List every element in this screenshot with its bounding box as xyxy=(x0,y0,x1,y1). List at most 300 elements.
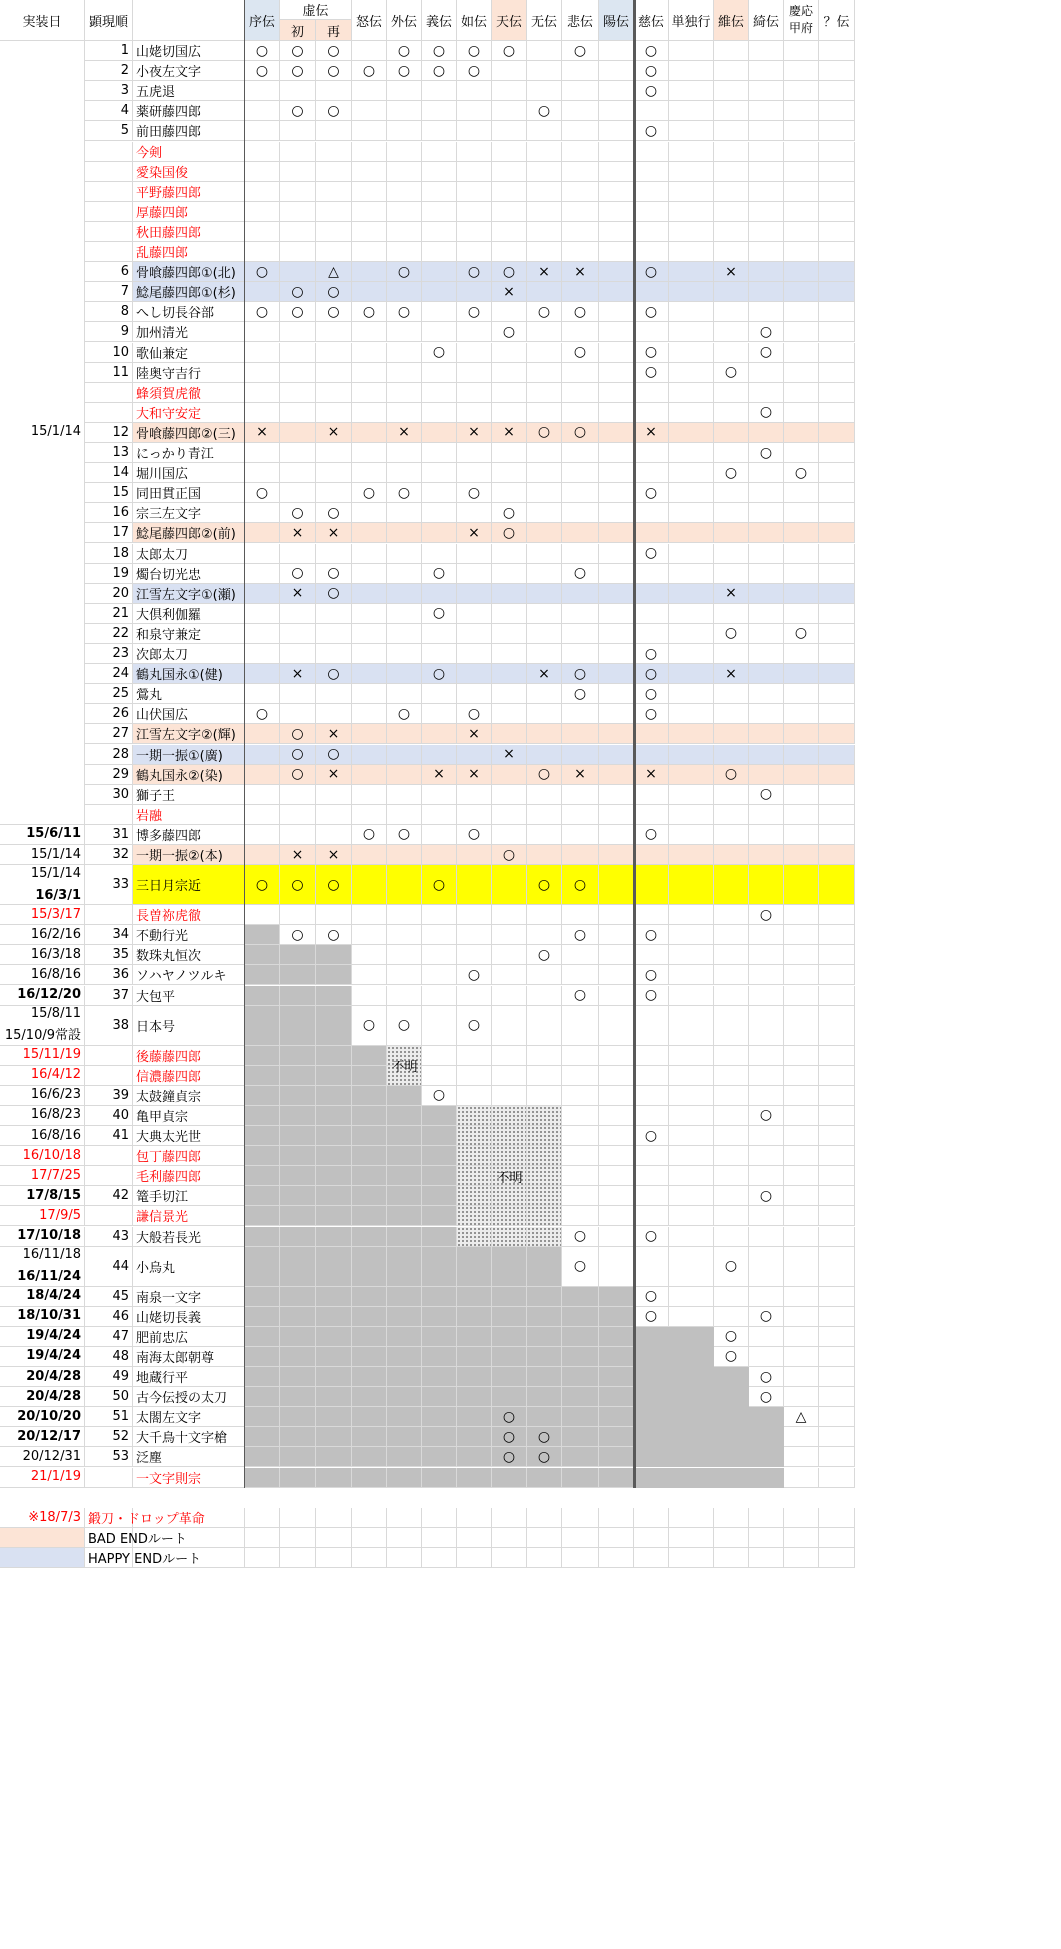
mark-cell: ○ xyxy=(457,262,492,282)
mark-cell xyxy=(784,765,819,785)
mark-cell xyxy=(749,664,784,684)
mark-cell xyxy=(352,1066,387,1086)
mark-cell xyxy=(352,905,387,925)
mark-cell xyxy=(527,61,562,81)
name-cell: 厚藤四郎 xyxy=(133,202,245,222)
mark-cell: ○ xyxy=(316,41,352,61)
mark-cell xyxy=(492,965,527,985)
mark-cell xyxy=(492,604,527,624)
legend-grid xyxy=(280,1528,316,1548)
mark-cell xyxy=(352,1086,387,1106)
mark-cell xyxy=(599,1046,634,1066)
mark-cell xyxy=(562,745,599,765)
name-cell: 堀川国広 xyxy=(133,463,245,483)
mark-cell xyxy=(819,262,855,282)
name-cell: 山姥切国広 xyxy=(133,41,245,61)
name-cell: 泛塵 xyxy=(133,1447,245,1467)
mark-cell xyxy=(714,1206,749,1226)
mark-cell xyxy=(819,282,855,302)
mark-cell xyxy=(492,986,527,1006)
mark-cell xyxy=(599,925,634,945)
mark-cell xyxy=(599,1468,634,1488)
mark-cell: ○ xyxy=(634,644,669,664)
mark-cell xyxy=(280,383,316,403)
name-cell: 岩融 xyxy=(133,805,245,825)
mark-cell xyxy=(669,1126,714,1146)
mark-cell xyxy=(714,121,749,141)
mark-cell xyxy=(714,343,749,363)
mark-cell xyxy=(280,1206,316,1226)
mark-cell xyxy=(562,1086,599,1106)
mark-cell xyxy=(714,564,749,584)
mark-cell xyxy=(352,162,387,182)
name-cell: 宗三左文字 xyxy=(133,503,245,523)
mark-cell xyxy=(387,724,422,744)
mark-cell xyxy=(422,1247,457,1287)
mark-cell xyxy=(714,322,749,342)
date-cell xyxy=(0,1146,85,1166)
mark-cell xyxy=(714,61,749,81)
legend-key xyxy=(0,1548,85,1568)
mark-cell xyxy=(245,945,280,965)
mark-cell xyxy=(527,965,562,985)
mark-cell xyxy=(599,825,634,845)
mark-cell xyxy=(492,1347,527,1367)
mark-cell xyxy=(714,805,749,825)
mark-cell xyxy=(316,1247,352,1287)
mark-cell xyxy=(316,242,352,262)
mark-cell xyxy=(714,81,749,101)
mark-cell xyxy=(422,363,457,383)
mark-cell xyxy=(316,202,352,222)
mark-cell xyxy=(784,1126,819,1146)
legend-grid xyxy=(669,1528,714,1548)
mark-cell xyxy=(784,1146,819,1166)
mark-cell xyxy=(784,1367,819,1387)
mark-cell xyxy=(562,162,599,182)
mark-cell xyxy=(714,142,749,162)
date-text: 16/8/23 xyxy=(30,1107,81,1123)
order-number: 10 xyxy=(85,343,133,363)
mark-cell xyxy=(245,1086,280,1106)
header-col-12: 慈伝 xyxy=(634,0,669,41)
mark-cell xyxy=(316,162,352,182)
mark-cell xyxy=(819,1447,855,1467)
mark-cell xyxy=(422,1146,457,1166)
mark-cell: ○ xyxy=(634,41,669,61)
mark-cell: ○ xyxy=(562,664,599,684)
mark-cell xyxy=(387,282,422,302)
mark-cell xyxy=(784,965,819,985)
mark-cell xyxy=(634,745,669,765)
mark-cell xyxy=(749,986,784,1006)
mark-cell xyxy=(352,41,387,61)
mark-cell xyxy=(492,1006,527,1046)
date-text: 15/10/9常設 xyxy=(4,1028,81,1044)
mark-cell xyxy=(492,624,527,644)
mark-cell xyxy=(562,363,599,383)
mark-cell xyxy=(422,825,457,845)
order-number xyxy=(85,1046,133,1066)
mark-cell xyxy=(749,1126,784,1146)
mark-cell xyxy=(819,745,855,765)
mark-cell: ○ xyxy=(422,41,457,61)
mark-cell xyxy=(422,704,457,724)
mark-cell: ○ xyxy=(634,1227,669,1247)
mark-cell xyxy=(280,142,316,162)
mark-cell xyxy=(599,1327,634,1347)
mark-cell xyxy=(280,1186,316,1206)
mark-cell: ○ xyxy=(527,101,562,121)
mark-cell xyxy=(316,1046,352,1066)
mark-cell xyxy=(749,1046,784,1066)
mark-cell xyxy=(387,765,422,785)
mark-cell xyxy=(562,805,599,825)
mark-cell: ○ xyxy=(714,1347,749,1367)
mark-cell xyxy=(669,905,714,925)
mark-cell xyxy=(562,1146,599,1166)
mark-cell xyxy=(280,222,316,242)
mark-cell xyxy=(749,1227,784,1247)
mark-cell xyxy=(492,1046,527,1066)
mark-cell xyxy=(714,1186,749,1206)
mark-cell xyxy=(492,785,527,805)
mark-cell xyxy=(457,162,492,182)
mark-cell xyxy=(387,523,422,543)
legend-grid xyxy=(784,1528,819,1548)
mark-cell: ○ xyxy=(714,1327,749,1347)
mark-cell: ○ xyxy=(457,483,492,503)
mark-cell xyxy=(669,1166,714,1186)
order-number: 16 xyxy=(85,503,133,523)
mark-cell xyxy=(714,1287,749,1307)
mark-cell xyxy=(245,745,280,765)
order-number xyxy=(85,905,133,925)
mark-cell xyxy=(316,343,352,363)
mark-cell xyxy=(784,162,819,182)
mark-cell xyxy=(562,965,599,985)
mark-cell xyxy=(245,1227,280,1247)
mark-cell xyxy=(245,322,280,342)
mark-cell: ○ xyxy=(634,986,669,1006)
mark-cell xyxy=(562,1166,599,1186)
mark-cell xyxy=(245,1407,280,1427)
name-cell: 一期一振②(本) xyxy=(133,845,245,865)
mark-cell: ○ xyxy=(634,343,669,363)
date-cell xyxy=(0,1166,85,1186)
mark-cell xyxy=(280,1387,316,1407)
mark-cell xyxy=(562,1206,599,1226)
mark-cell: ○ xyxy=(634,121,669,141)
mark-cell xyxy=(457,121,492,141)
mark-cell xyxy=(784,825,819,845)
mark-cell xyxy=(634,182,669,202)
mark-cell: × xyxy=(316,523,352,543)
mark-cell: ○ xyxy=(280,101,316,121)
mark-cell xyxy=(280,343,316,363)
mark-cell xyxy=(634,1186,669,1206)
mark-cell xyxy=(245,805,280,825)
header-col-11: 陽伝 xyxy=(599,0,634,41)
mark-cell xyxy=(669,242,714,262)
mark-cell xyxy=(457,564,492,584)
mark-cell xyxy=(527,443,562,463)
order-number xyxy=(85,182,133,202)
mark-cell xyxy=(280,1006,316,1046)
mark-cell xyxy=(669,604,714,624)
mark-cell xyxy=(819,1347,855,1367)
mark-cell xyxy=(492,1086,527,1106)
date-text: 18/4/24 xyxy=(26,1288,81,1304)
mark-cell xyxy=(422,1066,457,1086)
mark-cell xyxy=(634,162,669,182)
mark-cell: ○ xyxy=(422,343,457,363)
order-number: 17 xyxy=(85,523,133,543)
mark-cell xyxy=(599,1387,634,1407)
mark-cell xyxy=(280,121,316,141)
mark-cell: ○ xyxy=(749,1106,784,1126)
mark-cell xyxy=(714,1307,749,1327)
mark-cell xyxy=(245,1206,280,1226)
mark-cell xyxy=(527,925,562,945)
mark-cell xyxy=(599,724,634,744)
mark-cell xyxy=(714,1227,749,1247)
mark-cell xyxy=(492,584,527,604)
mark-cell xyxy=(714,523,749,543)
mark-cell: × xyxy=(634,765,669,785)
mark-cell xyxy=(527,222,562,242)
mark-cell xyxy=(714,925,749,945)
mark-cell xyxy=(352,564,387,584)
mark-cell xyxy=(245,1347,280,1367)
mark-cell xyxy=(422,523,457,543)
mark-cell xyxy=(669,81,714,101)
mark-cell: ○ xyxy=(352,483,387,503)
mark-cell: ○ xyxy=(492,1447,527,1467)
name-cell: 秋田藤四郎 xyxy=(133,222,245,242)
mark-cell xyxy=(749,523,784,543)
mark-cell xyxy=(492,544,527,564)
mark-cell xyxy=(387,1367,422,1387)
mark-cell: ○ xyxy=(492,1407,527,1427)
mark-cell xyxy=(562,1126,599,1146)
mark-cell xyxy=(352,101,387,121)
legend-grid xyxy=(714,1528,749,1548)
mark-cell xyxy=(422,121,457,141)
mark-cell xyxy=(457,865,492,905)
mark-cell xyxy=(714,544,749,564)
mark-cell xyxy=(280,704,316,724)
mark-cell xyxy=(562,1447,599,1467)
order-number: 38 xyxy=(85,1006,133,1046)
mark-cell xyxy=(749,1006,784,1046)
mark-cell xyxy=(599,242,634,262)
mark-cell xyxy=(352,604,387,624)
mark-cell xyxy=(280,1106,316,1126)
mark-cell xyxy=(527,724,562,744)
header-col-14: 維伝 xyxy=(714,0,749,41)
mark-cell xyxy=(562,945,599,965)
mark-cell xyxy=(527,463,562,483)
mark-cell xyxy=(599,121,634,141)
mark-cell xyxy=(422,222,457,242)
mark-cell xyxy=(492,1307,527,1327)
mark-cell xyxy=(714,162,749,182)
mark-cell xyxy=(280,322,316,342)
mark-cell xyxy=(819,1046,855,1066)
mark-cell xyxy=(280,242,316,262)
order-number: 45 xyxy=(85,1287,133,1307)
mark-cell xyxy=(245,604,280,624)
mark-cell xyxy=(669,785,714,805)
order-number: 7 xyxy=(85,282,133,302)
mark-cell xyxy=(749,1287,784,1307)
mark-cell xyxy=(669,262,714,282)
mark-cell xyxy=(562,905,599,925)
mark-cell xyxy=(714,383,749,403)
mark-cell xyxy=(387,604,422,624)
mark-cell xyxy=(527,121,562,141)
mark-cell xyxy=(387,1307,422,1327)
mark-cell xyxy=(245,1066,280,1086)
legend-grid xyxy=(492,1508,527,1528)
mark-cell xyxy=(634,142,669,162)
mark-cell xyxy=(316,825,352,845)
mark-cell xyxy=(492,865,527,905)
mark-cell xyxy=(280,1066,316,1086)
mark-cell xyxy=(784,845,819,865)
mark-cell xyxy=(245,986,280,1006)
mark-cell xyxy=(599,1447,634,1467)
mark-cell: × xyxy=(245,423,280,443)
mark-cell xyxy=(599,1287,634,1307)
mark-cell xyxy=(714,825,749,845)
mark-cell xyxy=(422,81,457,101)
mark-cell xyxy=(245,443,280,463)
mark-cell xyxy=(714,986,749,1006)
mark-cell xyxy=(387,905,422,925)
mark-cell xyxy=(245,222,280,242)
mark-cell xyxy=(245,785,280,805)
mark-cell xyxy=(599,523,634,543)
mark-cell xyxy=(714,1126,749,1146)
mark-cell: ○ xyxy=(352,1006,387,1046)
mark-cell xyxy=(634,845,669,865)
mark-cell: × xyxy=(457,423,492,443)
mark-cell xyxy=(352,1427,387,1447)
mark-cell: ○ xyxy=(422,664,457,684)
order-number: 2 xyxy=(85,61,133,81)
date-cell xyxy=(0,1126,85,1146)
mark-cell xyxy=(819,1006,855,1046)
mark-cell: ○ xyxy=(634,483,669,503)
mark-cell xyxy=(749,162,784,182)
mark-cell xyxy=(819,544,855,564)
mark-cell xyxy=(819,403,855,423)
header-order: 顕現順 xyxy=(85,0,133,41)
mark-cell xyxy=(387,1206,422,1226)
mark-cell xyxy=(562,1046,599,1066)
mark-cell xyxy=(714,965,749,985)
mark-cell xyxy=(352,684,387,704)
mark-cell xyxy=(749,684,784,704)
legend-grid xyxy=(457,1508,492,1528)
mark-cell xyxy=(634,222,669,242)
legend-grid xyxy=(492,1548,527,1568)
order-number: 53 xyxy=(85,1447,133,1467)
mark-cell xyxy=(352,363,387,383)
mark-cell xyxy=(819,624,855,644)
mark-cell: ○ xyxy=(457,1006,492,1046)
mark-cell xyxy=(352,544,387,564)
mark-cell xyxy=(599,1126,634,1146)
mark-cell xyxy=(352,403,387,423)
mark-cell xyxy=(669,343,714,363)
mark-cell xyxy=(669,765,714,785)
mark-cell xyxy=(280,905,316,925)
mark-cell xyxy=(784,704,819,724)
mark-cell xyxy=(784,363,819,383)
mark-cell xyxy=(352,805,387,825)
mark-cell xyxy=(749,1166,784,1186)
mark-cell xyxy=(562,1186,599,1206)
mark-cell xyxy=(669,443,714,463)
mark-cell xyxy=(634,383,669,403)
legend-grid xyxy=(669,1508,714,1528)
mark-cell xyxy=(599,1367,634,1387)
mark-cell xyxy=(492,664,527,684)
mark-cell: × xyxy=(280,845,316,865)
mark-cell xyxy=(492,121,527,141)
date-cell xyxy=(0,905,85,925)
name-cell: 謙信景光 xyxy=(133,1206,245,1226)
mark-cell xyxy=(387,322,422,342)
mark-cell: ○ xyxy=(492,322,527,342)
mark-cell xyxy=(387,1227,422,1247)
gray-fill xyxy=(634,1468,784,1488)
mark-cell xyxy=(562,1387,599,1407)
mark-cell xyxy=(784,1427,819,1447)
legend-grid xyxy=(634,1508,669,1528)
mark-cell xyxy=(819,222,855,242)
mark-cell xyxy=(352,785,387,805)
mark-cell xyxy=(527,704,562,724)
date-text: 17/10/18 xyxy=(17,1228,81,1244)
mark-cell xyxy=(714,1146,749,1166)
mark-cell xyxy=(599,1006,634,1046)
mark-cell xyxy=(245,242,280,262)
order-number: 12 xyxy=(85,423,133,443)
mark-cell: ○ xyxy=(714,463,749,483)
column-divider xyxy=(244,0,245,1488)
mark-cell xyxy=(784,503,819,523)
mark-cell xyxy=(749,724,784,744)
name-cell: 博多藤四郎 xyxy=(133,825,245,845)
order-number: 44 xyxy=(85,1247,133,1287)
mark-cell: × xyxy=(634,423,669,443)
mark-cell xyxy=(352,845,387,865)
mark-cell xyxy=(714,1166,749,1186)
mark-cell xyxy=(352,282,387,302)
date-text: 17/9/5 xyxy=(39,1207,81,1223)
mark-cell xyxy=(352,1146,387,1166)
mark-cell: × xyxy=(527,664,562,684)
date-cell xyxy=(0,1106,85,1126)
legend-grid xyxy=(387,1528,422,1548)
mark-cell xyxy=(599,503,634,523)
mark-cell: ○ xyxy=(784,624,819,644)
mark-cell xyxy=(387,925,422,945)
